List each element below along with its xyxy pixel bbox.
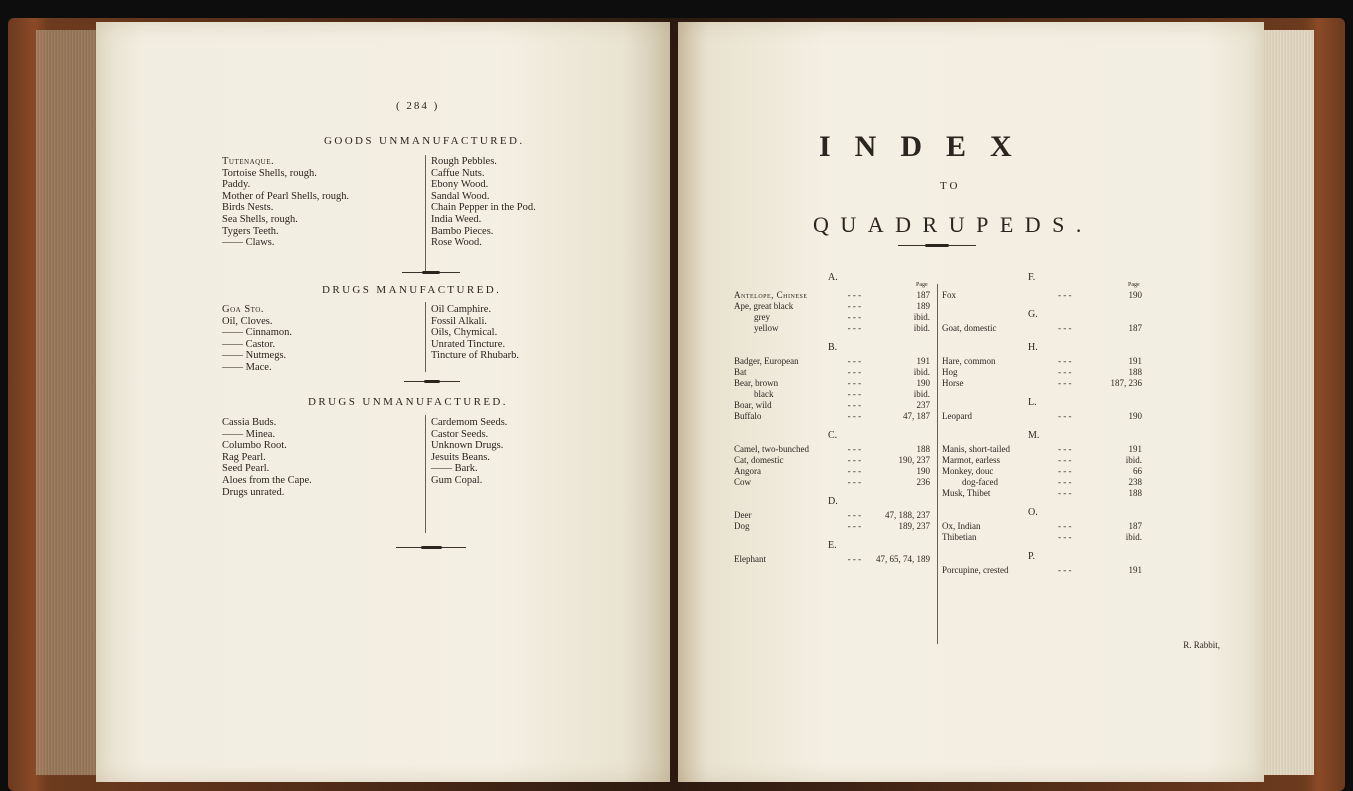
index-entry-name: Deer bbox=[734, 510, 752, 520]
ornamental-rule bbox=[396, 546, 466, 549]
index-entry-name: Dog bbox=[734, 521, 750, 531]
index-entry-page: 190 bbox=[1128, 290, 1142, 300]
index-entry bbox=[942, 532, 1142, 543]
drugs-unmanufactured-left-list bbox=[222, 417, 312, 498]
index-entry bbox=[734, 356, 930, 367]
index-entry-page: 191 bbox=[1128, 444, 1142, 454]
list-item: Tincture of Rhubarb. bbox=[431, 350, 519, 362]
list-item: Sandal Wood. bbox=[431, 190, 490, 202]
leader-dashes: - - - bbox=[1058, 290, 1072, 300]
index-entry bbox=[942, 488, 1142, 499]
catchword-text: R. Rabbit, bbox=[1183, 640, 1220, 650]
index-entry-name: Camel, two-bunched bbox=[734, 444, 809, 454]
index-entry-page: 190 bbox=[916, 466, 930, 476]
leader-dashes: - - - bbox=[847, 444, 862, 454]
list-item: —— Mace. bbox=[222, 361, 272, 373]
list-item: Aloes from the Cape. bbox=[222, 474, 312, 486]
leader-dashes: - - - bbox=[847, 312, 862, 322]
list-item: Cassia Buds. bbox=[222, 417, 277, 428]
index-entry bbox=[734, 312, 930, 323]
index-entry-name: Cow bbox=[734, 477, 752, 487]
index-entry-name: Thibetian bbox=[942, 532, 977, 542]
index-entry bbox=[734, 389, 930, 400]
index-entry-name: Hare, common bbox=[942, 356, 996, 366]
index-entry-page: 47, 65, 74, 189 bbox=[876, 554, 930, 564]
index-letter-heading: E. bbox=[828, 540, 837, 551]
index-letter-heading: D. bbox=[828, 496, 838, 507]
leader-dashes: - - - bbox=[847, 301, 862, 311]
index-entry bbox=[942, 565, 1142, 576]
list-item: —— Cinnamon. bbox=[222, 327, 292, 339]
index-letter-heading: B. bbox=[828, 342, 838, 353]
page-column-label: Page bbox=[1128, 282, 1140, 288]
leader-dashes: - - - bbox=[847, 389, 862, 399]
list-item: Drugs unrated. bbox=[222, 486, 285, 498]
list-item: —— Castor. bbox=[222, 338, 276, 350]
index-entry-name: Musk, Thibet bbox=[942, 488, 991, 498]
index-letter-heading: L. bbox=[1028, 397, 1037, 408]
list-item: India Weed. bbox=[431, 213, 482, 225]
index-entry bbox=[942, 466, 1142, 477]
section-title-goods-unmanufactured: GOODS UNMANUFACTURED. bbox=[324, 135, 525, 147]
left-page-edges bbox=[36, 30, 98, 775]
leader-dashes: - - - bbox=[847, 400, 862, 410]
index-entry bbox=[942, 455, 1142, 466]
index-entry bbox=[942, 356, 1142, 367]
leader-dashes: - - - bbox=[847, 290, 862, 300]
leader-dashes: - - - bbox=[847, 378, 862, 388]
index-letter-heading: H. bbox=[1028, 342, 1038, 353]
index-entry-page: 187 bbox=[1128, 521, 1142, 531]
index-entry-page: 189, 237 bbox=[898, 521, 930, 531]
index-entry-name: dog-faced bbox=[962, 477, 998, 487]
index-entry-name: Ox, Indian bbox=[942, 521, 981, 531]
index-entry bbox=[734, 510, 930, 521]
leader-dashes: - - - bbox=[1058, 466, 1072, 476]
leader-dashes: - - - bbox=[847, 411, 862, 421]
page-number: ( 284 ) bbox=[396, 100, 440, 112]
list-item: Gum Copal. bbox=[431, 474, 483, 486]
index-entry-name: Monkey, douc bbox=[942, 466, 994, 476]
index-entry-page: ibid. bbox=[913, 367, 930, 377]
leader-dashes: - - - bbox=[1058, 455, 1072, 465]
index-entry bbox=[734, 367, 930, 378]
index-entry bbox=[734, 323, 930, 334]
leader-dashes: - - - bbox=[847, 323, 862, 333]
index-entry-page: 187 bbox=[1128, 323, 1142, 333]
index-entry-name: Bear, brown bbox=[734, 378, 779, 388]
leader-dashes: - - - bbox=[1058, 444, 1072, 454]
index-entry-page: 237 bbox=[916, 400, 930, 410]
list-item: Mother of Pearl Shells, rough. bbox=[222, 190, 350, 202]
right-page bbox=[678, 22, 1264, 782]
left-page bbox=[96, 22, 670, 782]
right-page-edges bbox=[1262, 30, 1314, 775]
list-item: Chain Pepper in the Pod. bbox=[431, 202, 536, 214]
index-entry-name: Leopard bbox=[942, 411, 972, 421]
leader-dashes: - - - bbox=[847, 455, 862, 465]
index-entry-name: Badger, European bbox=[734, 356, 799, 366]
ornamental-rule bbox=[402, 271, 460, 274]
index-entry-page: 238 bbox=[1128, 477, 1142, 487]
drugs-manufactured-right-list bbox=[431, 304, 519, 362]
list-item: Castor Seeds. bbox=[431, 428, 489, 440]
index-entry bbox=[942, 411, 1142, 422]
index-letter-heading: G. bbox=[1028, 309, 1038, 320]
index-letter-heading: F. bbox=[1028, 272, 1036, 283]
index-letter-heading: C. bbox=[828, 430, 838, 441]
list-item: Tutenaque. bbox=[222, 156, 275, 167]
leader-dashes: - - - bbox=[1058, 378, 1072, 388]
index-entry-page: ibid. bbox=[913, 312, 930, 322]
leader-dashes: - - - bbox=[1058, 323, 1072, 333]
index-entry bbox=[734, 444, 930, 455]
index-entry-page: 47, 188, 237 bbox=[885, 510, 930, 520]
index-entry-page: 188 bbox=[1128, 488, 1142, 498]
index-entry-page: ibid. bbox=[913, 389, 930, 399]
index-entry-name: Boar, wild bbox=[734, 400, 772, 410]
leader-dashes: - - - bbox=[1058, 521, 1072, 531]
index-entry-page: 188 bbox=[1128, 367, 1142, 377]
column-divider bbox=[425, 302, 426, 372]
index-entry-page: 187 bbox=[916, 290, 930, 300]
goods-unmanufactured-right-list bbox=[431, 156, 536, 249]
index-entry-page: 190 bbox=[1128, 411, 1142, 421]
index-entry-page: 66 bbox=[1133, 466, 1142, 476]
index-entry-page: 191 bbox=[916, 356, 930, 366]
index-entry bbox=[734, 301, 930, 312]
list-item: Tortoise Shells, rough. bbox=[222, 167, 317, 179]
leader-dashes: - - - bbox=[847, 367, 862, 377]
column-divider bbox=[937, 284, 938, 644]
index-entry-page: 191 bbox=[1128, 356, 1142, 366]
list-item: Caffue Nuts. bbox=[431, 167, 485, 179]
index-entry-name: Bat bbox=[734, 367, 747, 377]
list-item: Rough Pebbles. bbox=[431, 156, 497, 167]
index-entry bbox=[942, 323, 1142, 334]
index-entry-name: Manis, short-tailed bbox=[942, 444, 1010, 454]
index-entry-name: Porcupine, crested bbox=[942, 565, 1009, 575]
list-item: Rag Pearl. bbox=[222, 451, 266, 463]
drugs-unmanufactured-right-list bbox=[431, 417, 507, 487]
index-entry-page: 190 bbox=[916, 378, 930, 388]
index-entry-name: Angora bbox=[734, 466, 761, 476]
index-letter-heading: A. bbox=[828, 272, 838, 283]
index-letter-heading: O. bbox=[1028, 507, 1038, 518]
leader-dashes: - - - bbox=[1058, 356, 1072, 366]
drugs-manufactured-left-list bbox=[222, 304, 292, 374]
leader-dashes: - - - bbox=[847, 510, 862, 520]
leader-dashes: - - - bbox=[1058, 488, 1072, 498]
index-entry-name: yellow bbox=[754, 323, 779, 333]
list-item: Seed Pearl. bbox=[222, 463, 270, 475]
leader-dashes: - - - bbox=[847, 521, 862, 531]
index-entry-name: Hog bbox=[942, 367, 958, 377]
index-entry bbox=[734, 455, 930, 466]
goods-unmanufactured-left-list bbox=[222, 156, 349, 249]
index-entry-name: Fox bbox=[942, 290, 957, 300]
section-title-drugs-unmanufactured: DRUGS UNMANUFACTURED. bbox=[308, 396, 508, 408]
leader-dashes: - - - bbox=[1058, 477, 1072, 487]
index-entry-page: 236 bbox=[916, 477, 930, 487]
index-entry bbox=[734, 477, 930, 488]
leader-dashes: - - - bbox=[847, 466, 862, 476]
list-item: Birds Nests. bbox=[222, 202, 274, 214]
list-item: Tygers Teeth. bbox=[222, 225, 279, 237]
leader-dashes: - - - bbox=[847, 356, 862, 366]
list-item: Unrated Tincture. bbox=[431, 338, 506, 350]
index-entry-page: 189 bbox=[916, 301, 930, 311]
index-entry bbox=[734, 466, 930, 477]
index-entry bbox=[734, 400, 930, 411]
list-item: Fossil Alkali. bbox=[431, 315, 488, 327]
index-title: INDEX bbox=[819, 130, 1036, 163]
leader-dashes: - - - bbox=[1058, 411, 1072, 421]
index-entry-page: 187, 236 bbox=[1110, 378, 1142, 388]
index-entry-name: black bbox=[754, 389, 774, 399]
index-entry-page: 188 bbox=[916, 444, 930, 454]
index-entry bbox=[734, 411, 930, 422]
list-item: Paddy. bbox=[222, 179, 251, 191]
page-column-label: Page bbox=[916, 282, 928, 288]
index-entry-page: ibid. bbox=[1125, 532, 1142, 542]
index-entry-page: 47, 187 bbox=[903, 411, 930, 421]
index-entry-name: Goat, domestic bbox=[942, 323, 997, 333]
leader-dashes: - - - bbox=[1058, 367, 1072, 377]
list-item: —— Claws. bbox=[222, 237, 275, 249]
index-entry-name: grey bbox=[754, 312, 770, 322]
list-item: Jesuits Beans. bbox=[431, 451, 490, 463]
list-item: Unknown Drugs. bbox=[431, 440, 504, 452]
leader-dashes: - - - bbox=[847, 554, 862, 564]
list-item: —— Nutmegs. bbox=[222, 350, 287, 362]
list-item: Oil, Cloves. bbox=[222, 315, 273, 327]
index-entry-name: Elephant bbox=[734, 554, 766, 564]
index-entry bbox=[734, 554, 930, 565]
list-item: Ebony Wood. bbox=[431, 179, 489, 191]
ornamental-rule bbox=[898, 244, 976, 247]
list-item: Goa Sto. bbox=[222, 304, 264, 315]
column-divider bbox=[425, 415, 426, 533]
list-item: Bambo Pieces. bbox=[431, 225, 494, 237]
index-entry-name: Buffalo bbox=[734, 411, 762, 421]
leader-dashes: - - - bbox=[847, 477, 862, 487]
index-entry bbox=[942, 378, 1142, 389]
ornamental-rule bbox=[404, 380, 460, 383]
index-entry-page: ibid. bbox=[913, 323, 930, 333]
index-subtitle: QUADRUPEDS. bbox=[813, 212, 1093, 237]
index-entry-name: Cat, domestic bbox=[734, 455, 784, 465]
index-entry-name: Horse bbox=[942, 378, 964, 388]
section-title-drugs-manufactured: DRUGS MANUFACTURED. bbox=[322, 284, 502, 296]
list-item: Oil Camphire. bbox=[431, 304, 492, 315]
list-item: Columbo Root. bbox=[222, 440, 287, 452]
catchword bbox=[1140, 640, 1220, 651]
index-entry bbox=[942, 521, 1142, 532]
index-entry-page: 191 bbox=[1128, 565, 1142, 575]
index-to: TO bbox=[940, 180, 961, 192]
index-entry-name: Marmot, earless bbox=[942, 455, 1000, 465]
index-entry bbox=[734, 290, 930, 301]
list-item: Oils, Chymical. bbox=[431, 327, 498, 339]
leader-dashes: - - - bbox=[1058, 565, 1072, 575]
leader-dashes: - - - bbox=[1058, 532, 1072, 542]
index-entry bbox=[942, 477, 1142, 488]
index-entry-name: Ape, great black bbox=[734, 301, 794, 311]
column-divider bbox=[425, 155, 426, 271]
index-entry-page: ibid. bbox=[1125, 455, 1142, 465]
index-entry bbox=[942, 290, 1142, 301]
index-letter-heading: M. bbox=[1028, 430, 1040, 441]
index-entry bbox=[734, 521, 930, 532]
index-entry bbox=[942, 444, 1142, 455]
list-item: Sea Shells, rough. bbox=[222, 213, 298, 225]
list-item: Rose Wood. bbox=[431, 237, 482, 249]
index-letter-heading: P. bbox=[1028, 551, 1035, 562]
list-item: —— Bark. bbox=[431, 463, 478, 475]
list-item: Cardemom Seeds. bbox=[431, 417, 508, 428]
index-entry bbox=[942, 367, 1142, 378]
index-entry bbox=[734, 378, 930, 389]
index-entry-name: Antelope, Chinese bbox=[734, 290, 808, 300]
list-item: —— Minea. bbox=[222, 428, 276, 440]
index-entry-page: 190, 237 bbox=[898, 455, 930, 465]
